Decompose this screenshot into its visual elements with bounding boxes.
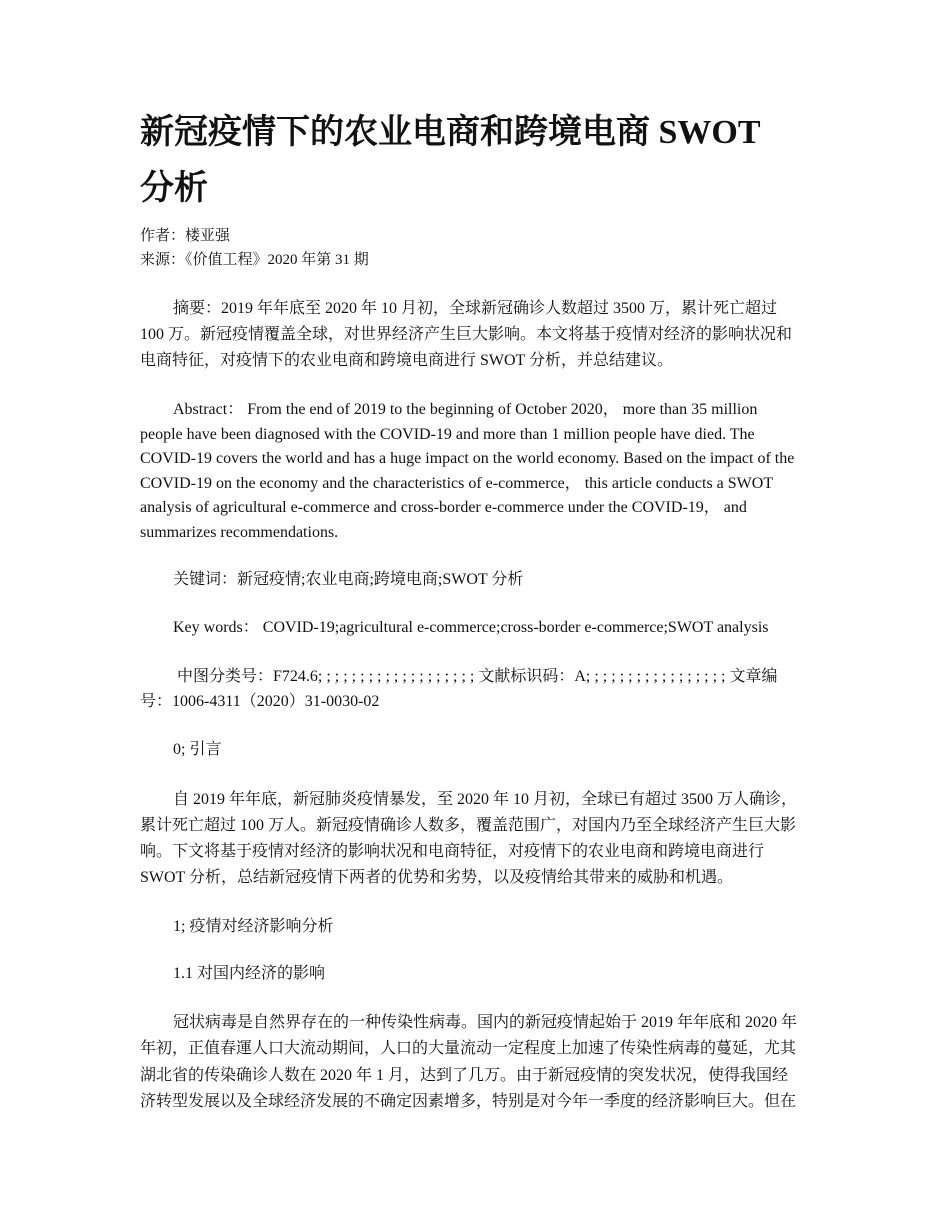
keywords-cn-line: 关键词：新冠疫情;农业电商;跨境电商;SWOT 分析 [173,571,524,588]
paragraph-line: 湖北省的传染确诊人数在 2020 年 1 月，达到了几万。由于新冠疫情的突发状况，使得我国经 [140,1066,789,1084]
paragraph-line: 自 2019 年年底，新冠肺炎疫情暴发，至 2020 年 10 月初，全球已有超过 3500 万人确诊， [173,791,798,808]
paragraph-line: 响。下文将基于疫情对经济的影响状况和电商特征，对疫情下的农业电商和跨境电商进行 [140,843,765,860]
classification-line: 中图分类号：F724.6; ; ; ; ; ; ; ; ; ; ; ; ; ; ; ; ; ; ; 文献标识码：A; ; ; ; ; ; ; ; ; ; ; ; ; ; ; ; ; 文章编 [177,668,778,685]
section-heading: 1; 疫情对经济影响分析 [173,918,334,935]
abstract-cn-line: 电商特征，对疫情下的农业电商和跨境电商进行 SWOT 分析，并总结建议。 [140,352,674,369]
abstract-cn-line: 100 万。新冠疫情覆盖全球，对世界经济产生巨大影响。本文将基于疫情对经济的影响状况和 [140,326,793,343]
abstract-cn-line: 摘要：2019 年年底至 2020 年 10 月初，全球新冠确诊人数超过 3500 万，累计死亡超过 [173,300,778,317]
section-heading-intro [140,737,840,763]
intro-paragraph [140,787,840,891]
classification-line: 号：1006-4311（2020）31-0030-02 [140,693,380,710]
abstract-chinese [140,296,840,374]
abstract-english [140,398,840,545]
keywords-chinese [140,567,840,593]
title-line: 新冠疫情下的农业电商和跨境电商 SWOT [140,114,761,151]
abstract-en-line: COVID-19 on the economy and the characteristics of e-commerce， this article conducts a SWOT [140,474,774,492]
abstract-en-line: Abstract： From the end of 2019 to the beginning of October 2020， more than 35 million [173,401,758,418]
section-heading-1 [140,914,840,940]
subsection-heading: 1.1 对国内经济的影响 [173,965,326,982]
abstract-en-line: analysis of agricultural e-commerce and cross-border e-commerce under the COVID-19， and [140,499,747,516]
title-line: 分析 [140,170,208,207]
subsection-heading-1-1 [140,961,840,987]
paragraph-line: 冠状病毒是自然界存在的一种传染性病毒。国内的新冠疫情起始于 2019 年年底和 2020 年 [173,1014,798,1031]
article-meta [140,224,840,272]
abstract-en-line: people have been diagnosed with the COVID-19 and more than 1 million people have died. The [140,425,755,443]
paragraph-line: 累计死亡超过 100 万人。新冠疫情确诊人数多，覆盖范围广，对国内乃至全球经济产生巨大影 [140,817,797,834]
classification-info [140,664,840,714]
paragraph-line: SWOT 分析，总结新冠疫情下两者的优势和劣势，以及疫情给其带来的威胁和机遇。 [140,869,734,886]
keywords-en-line: Key words： COVID-19;agricultural e-commerce;cross-border e-commerce;SWOT analysis [173,619,769,636]
author-line: 作者：楼亚强 [140,228,231,244]
paragraph-line: 年初，正值春運人口大流动期间，人口的大量流动一定程度上加速了传染性病毒的蔓延，尤其 [140,1040,797,1058]
page-title [140,105,840,217]
section-heading: 0; 引言 [173,741,222,758]
source-line: 来源：《价值工程》2020 年第 31 期 [140,252,369,268]
abstract-en-line: summarizes recommendations. [140,523,339,541]
paragraph-line: 济转型发展以及全球经济发展的不确定因素增多，特别是对今年一季度的经济影响巨大。但在 [140,1092,797,1110]
keywords-english [140,615,840,641]
section-1-1-paragraph [140,1010,840,1115]
abstract-en-line: COVID-19 covers the world and has a huge impact on the world economy. Based on the impact of the [140,450,795,467]
